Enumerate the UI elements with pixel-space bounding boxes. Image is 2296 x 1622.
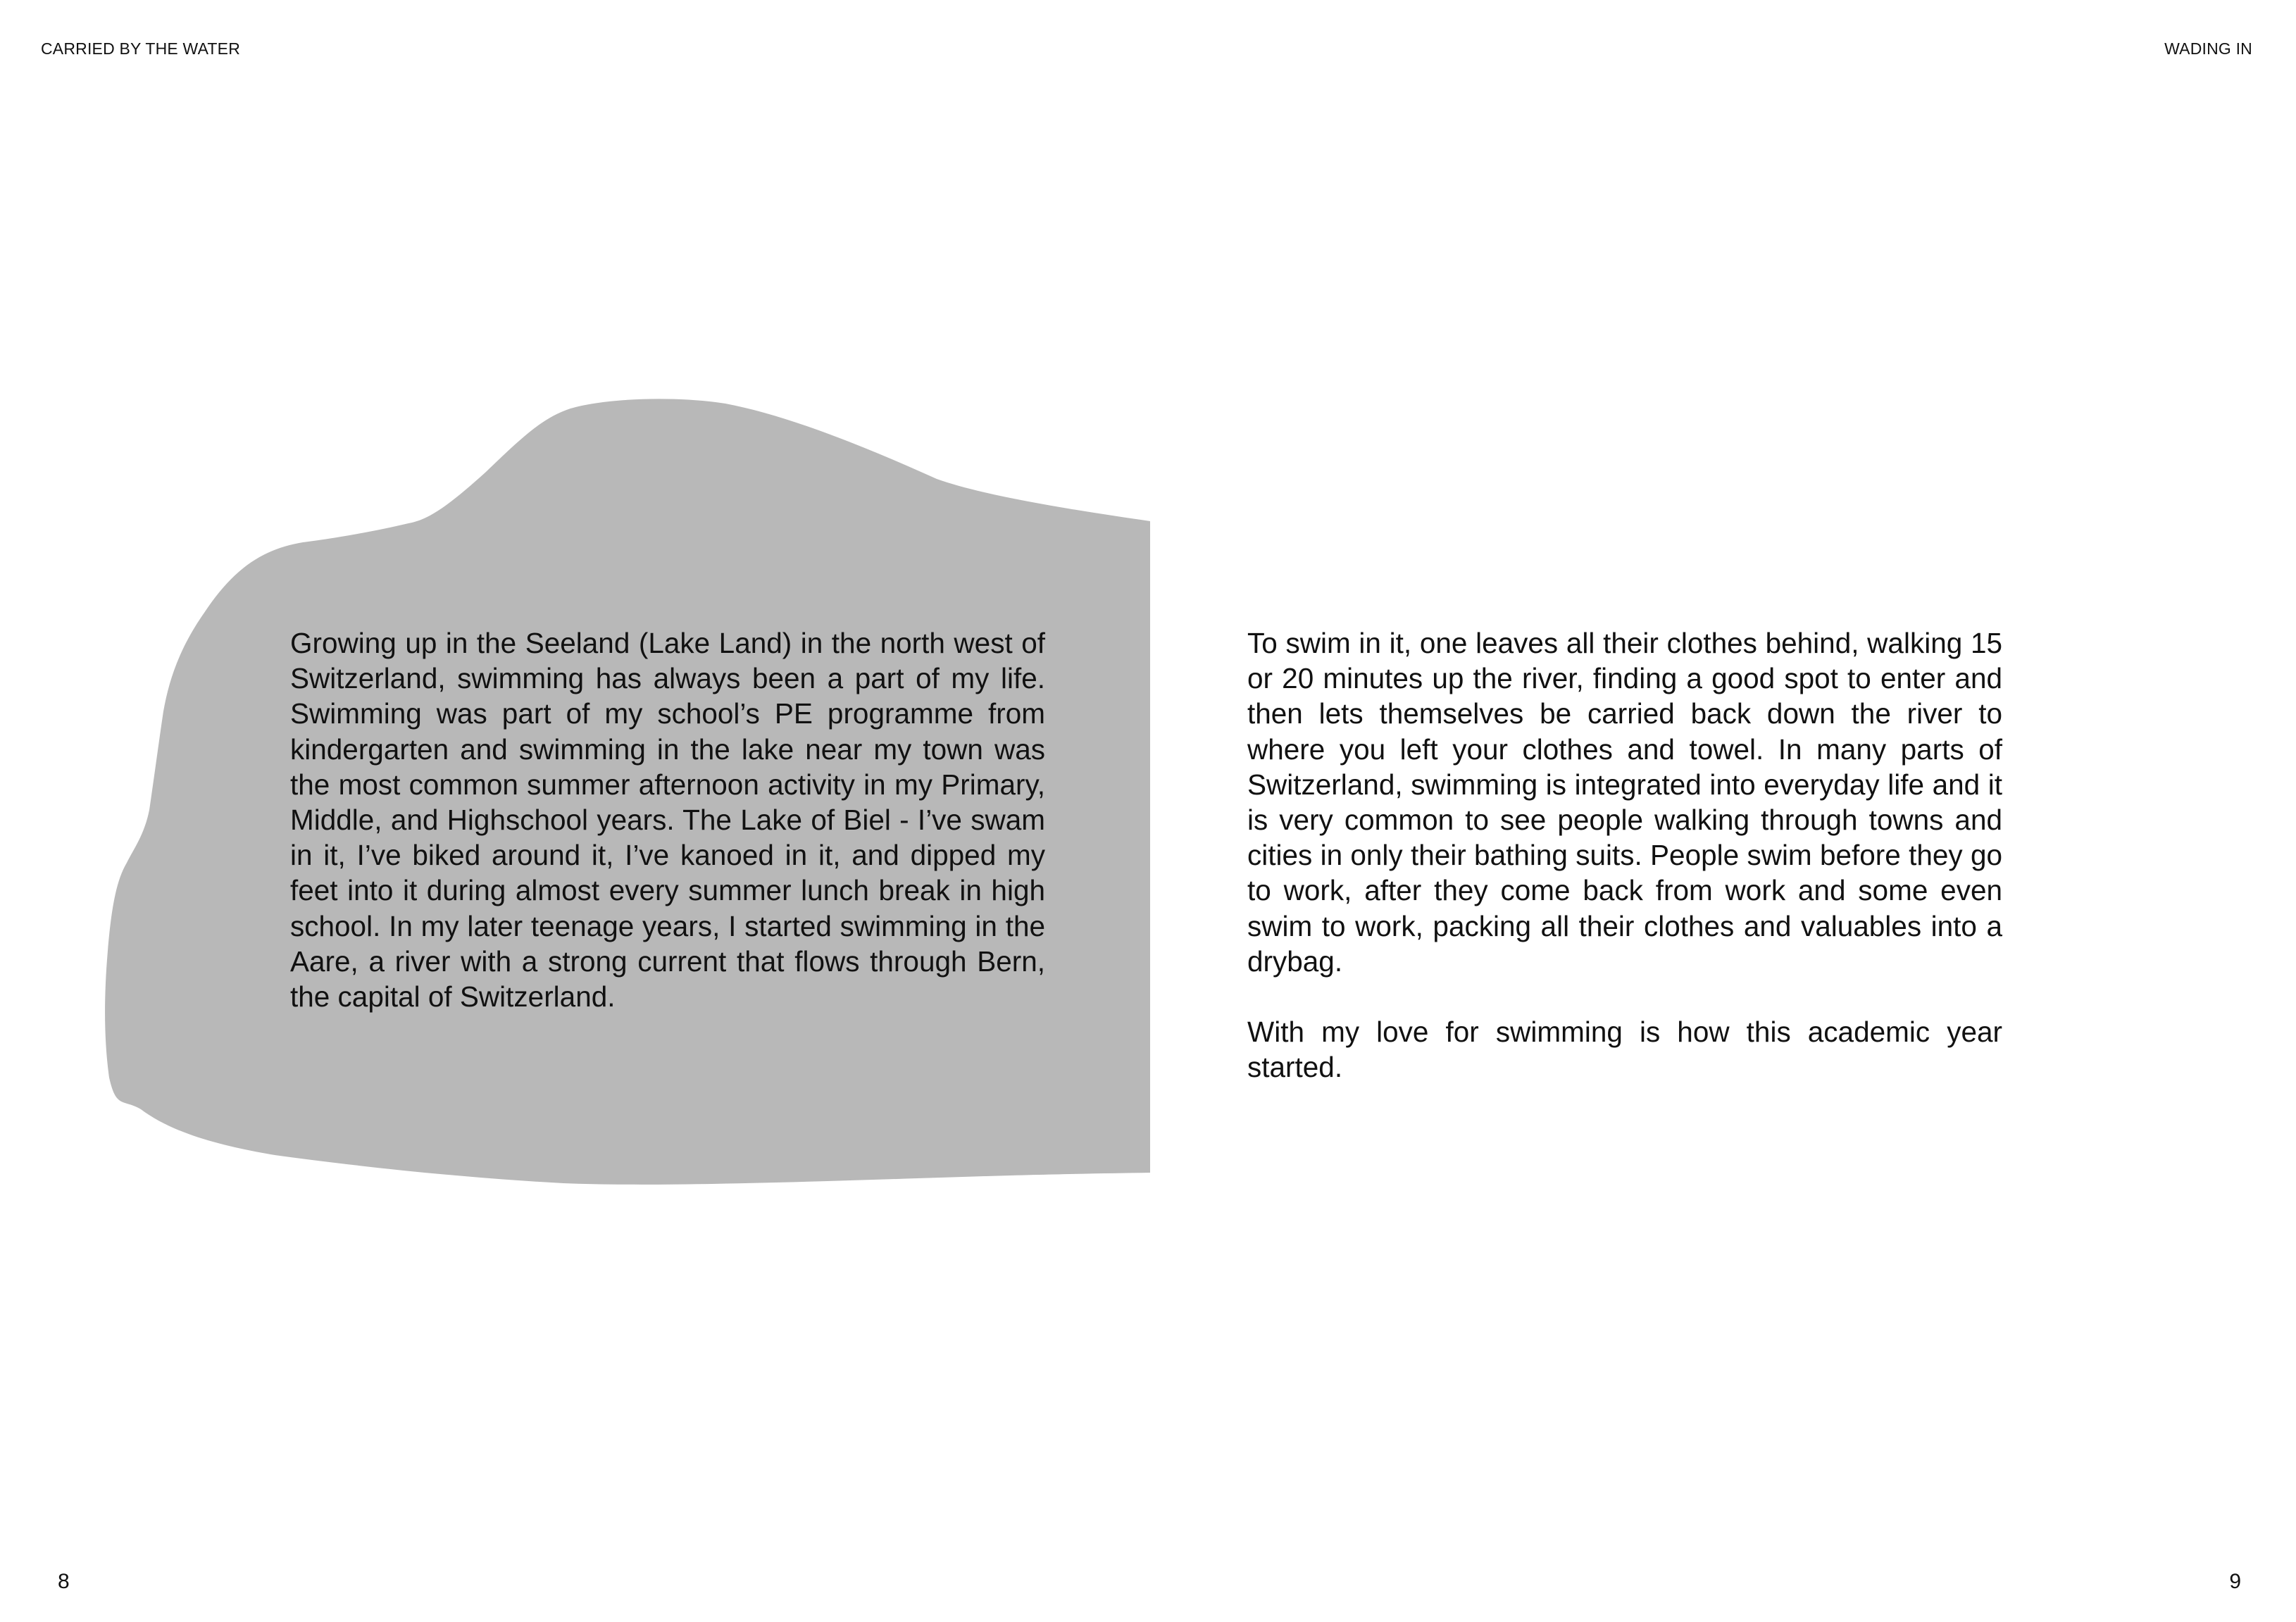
left-paragraph-1: Growing up in the Seeland (Lake Land) in the north west of Switzerland, swimming has always been a part of my life. Swimming was part of my school’s PE programme from kindergarten and swimming in the lake near my town was the most common summer afternoon activity in my Primary, Middle, and Highschool years. The Lake of Biel - I’ve swam in it, I’ve biked around it, I’ve kanoed in it, and dipped my feet into it during almost every summer lunch break in high school. In my later teenage years, I started swimming in the Aare, a river with a strong current that flows through Bern, the capital of Switzerland. <box>290 627 1045 1013</box>
left-column-text <box>290 625 1045 1014</box>
right-column-text <box>1247 625 2002 1085</box>
page-number-right: 9 <box>2229 1570 2241 1593</box>
right-paragraph-2: With my love for swimming is how this academic year started. <box>1247 1016 2002 1084</box>
right-paragraph-1: To swim in it, one leaves all their clothes behind, walking 15 or 20 minutes up the river, finding a good spot to enter and then lets themselves be carried back down the river to where you left your clothes and towel. In many parts of Switzerland, swimming is integrated into everyday life and it is very common to see people walking through towns and cities in only their bathing suits. People swim before they go to work, after they come back from work and some even swim to work, packing all their clothes and valuables into a drybag. <box>1247 627 2002 978</box>
running-head-left: CARRIED BY THE WATER <box>41 39 241 58</box>
page-number-left: 8 <box>58 1570 70 1593</box>
running-head-right: WADING IN <box>2164 39 2252 58</box>
